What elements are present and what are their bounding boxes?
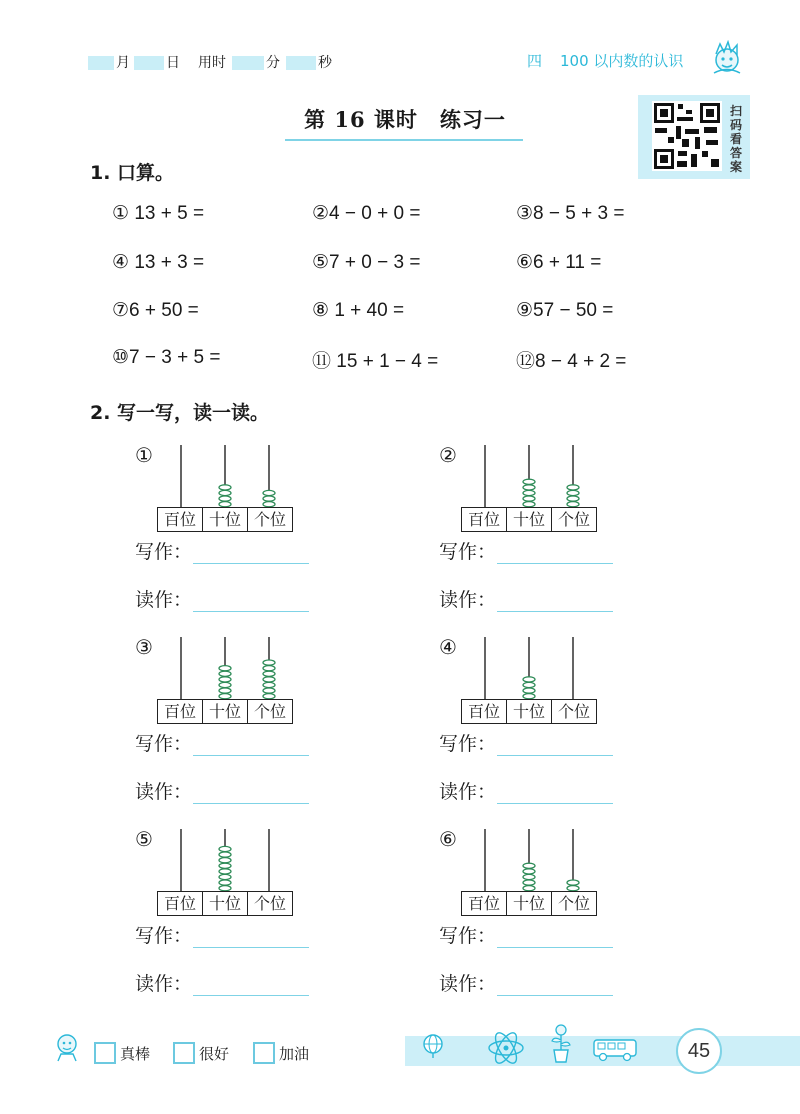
- abacus-number: ⑥: [439, 827, 457, 851]
- oral-calc-item: ④ 13 + 3 =: [112, 252, 205, 273]
- page-number: 45: [676, 1028, 722, 1074]
- bus-icon: [592, 1036, 638, 1064]
- lesson-title: 第 16 课时 练习一: [304, 107, 506, 132]
- abacus-number: ②: [439, 443, 457, 467]
- chapter-heading: [527, 50, 683, 71]
- abacus-bead: [523, 863, 535, 868]
- read-answer-line[interactable]: [193, 995, 309, 996]
- read-label: 读作：: [439, 589, 497, 611]
- abacus-bead: [263, 490, 275, 495]
- oral-calc-item: ⑫8 − 4 + 2 =: [516, 351, 627, 372]
- oral-calc-item: ②4 − 0 + 0 =: [312, 203, 421, 224]
- read-label: 读作：: [439, 781, 497, 803]
- abacus-bead: [523, 688, 535, 693]
- rating-checkbox-good[interactable]: [173, 1042, 195, 1064]
- oral-calc-item: ⑪ 15 + 1 − 4 =: [312, 351, 439, 372]
- place-value-cell: 十位: [507, 700, 552, 723]
- place-value-cell: 十位: [507, 508, 552, 531]
- chapter-title: 100 以内数的认识: [560, 52, 684, 70]
- abacus-bead: [263, 677, 275, 682]
- abacus-bead: [219, 880, 231, 885]
- minutes-blank: [232, 56, 264, 70]
- oral-calc-item: ① 13 + 5 =: [112, 203, 205, 224]
- abacus-bead: [219, 688, 231, 693]
- abacus-rods: [461, 827, 597, 893]
- abacus-bead: [523, 677, 535, 682]
- title-underline: [285, 139, 523, 141]
- place-value-cell: 十位: [203, 508, 248, 531]
- oral-calc-item: ⑤7 + 0 − 3 =: [312, 252, 421, 273]
- chapter-number: 四: [527, 52, 543, 70]
- abacus-exercise: [135, 827, 435, 1027]
- oral-calc-item: ⑦6 + 50 =: [112, 300, 199, 321]
- cartoon-boy-icon: [706, 40, 748, 78]
- abacus-exercise: [439, 827, 739, 1027]
- place-value-cell: 个位: [253, 894, 286, 913]
- abacus-bead: [523, 869, 535, 874]
- place-value-cell: 个位: [557, 510, 590, 529]
- place-value-cell: 个位: [557, 894, 590, 913]
- day-label: 日: [166, 55, 180, 71]
- read-answer-line[interactable]: [193, 803, 309, 804]
- place-value-table: [157, 699, 293, 724]
- abacus-number: ①: [135, 443, 153, 467]
- abacus-bead: [263, 660, 275, 665]
- place-value-table: [461, 699, 597, 724]
- abacus-rods: [461, 635, 597, 701]
- abacus-bead: [263, 688, 275, 693]
- write-answer-line[interactable]: [497, 947, 613, 948]
- write-answer-line[interactable]: [193, 755, 309, 756]
- place-value-table: [157, 891, 293, 916]
- rating-label-good: 很好: [199, 1045, 230, 1063]
- oral-calc-item: ③8 − 5 + 3 =: [516, 203, 625, 224]
- place-value-table: [461, 891, 597, 916]
- abacus-bead: [523, 874, 535, 879]
- write-label: 写作：: [439, 541, 497, 563]
- place-value-cell: 十位: [507, 892, 552, 915]
- abacus-number: ④: [439, 635, 457, 659]
- write-label: 写作：: [135, 925, 193, 947]
- read-answer-line[interactable]: [497, 995, 613, 996]
- abacus-bead: [263, 671, 275, 676]
- write-answer-line[interactable]: [497, 755, 613, 756]
- place-value-table: [461, 507, 597, 532]
- rating-checkbox-great[interactable]: [94, 1042, 116, 1064]
- oral-calc-item: ⑧ 1 + 40 =: [312, 300, 405, 321]
- month-blank: [88, 56, 114, 70]
- place-value-cell: 百位: [158, 508, 203, 531]
- read-label: 读作：: [439, 973, 497, 995]
- read-answer-line[interactable]: [497, 803, 613, 804]
- read-answer-line[interactable]: [193, 611, 309, 612]
- cartoon-kid-icon: [50, 1030, 84, 1064]
- write-label: 写作：: [135, 541, 193, 563]
- oral-calc-item: ⑥6 + 11 =: [516, 252, 602, 273]
- section-2-title: 2. 写一写，读一读。: [90, 402, 270, 424]
- place-value-cell: 百位: [462, 700, 507, 723]
- day-blank: [134, 56, 164, 70]
- rating-label-keep-going: 加油: [279, 1045, 310, 1063]
- abacus-number: ③: [135, 635, 153, 659]
- abacus-bead: [523, 880, 535, 885]
- seconds-label: 秒: [318, 55, 332, 71]
- rating-checkbox-keep-going[interactable]: [253, 1042, 275, 1064]
- atom-icon: [486, 1028, 526, 1068]
- globe-icon: [418, 1030, 448, 1060]
- place-value-cell: 百位: [462, 892, 507, 915]
- place-value-cell: 十位: [203, 892, 248, 915]
- abacus-rods: [461, 443, 597, 509]
- abacus-rods: [157, 827, 293, 893]
- section-1-title: 1. 口算。: [90, 162, 175, 184]
- abacus-bead: [219, 677, 231, 682]
- place-value-cell: 百位: [462, 508, 507, 531]
- abacus-bead: [219, 863, 231, 868]
- minutes-label: 分: [266, 55, 280, 71]
- scan-for-answers-label: 扫码看答案: [730, 104, 743, 174]
- seconds-blank: [286, 56, 316, 70]
- abacus-bead: [219, 485, 231, 490]
- abacus-bead: [263, 496, 275, 501]
- abacus-bead: [567, 880, 579, 885]
- abacus-rods: [157, 443, 293, 509]
- read-answer-line[interactable]: [497, 611, 613, 612]
- abacus-exercise: [135, 443, 435, 643]
- abacus-bead: [523, 485, 535, 490]
- abacus-exercise: [439, 443, 739, 643]
- abacus-bead: [523, 479, 535, 484]
- read-label: 读作：: [135, 589, 193, 611]
- abacus-bead: [219, 852, 231, 857]
- time-used-label: 用时: [198, 55, 226, 71]
- abacus-bead: [219, 490, 231, 495]
- abacus-bead: [219, 858, 231, 863]
- abacus-bead: [219, 666, 231, 671]
- abacus-bead: [567, 485, 579, 490]
- write-answer-line[interactable]: [497, 563, 613, 564]
- abacus-bead: [219, 846, 231, 851]
- abacus-exercise: [135, 635, 435, 835]
- abacus-bead: [219, 869, 231, 874]
- abacus-bead: [567, 496, 579, 501]
- potted-plant-icon: [546, 1022, 576, 1064]
- rating-label-great: 真棒: [120, 1045, 151, 1063]
- abacus-bead: [523, 682, 535, 687]
- abacus-bead: [219, 496, 231, 501]
- write-answer-line[interactable]: [193, 563, 309, 564]
- abacus-number: ⑤: [135, 827, 153, 851]
- abacus-exercise: [439, 635, 739, 835]
- abacus-bead: [523, 496, 535, 501]
- place-value-cell: 百位: [158, 892, 203, 915]
- oral-calc-item: ⑩7 − 3 + 5 =: [112, 347, 221, 368]
- oral-calc-item: ⑨57 − 50 =: [516, 300, 614, 321]
- write-label: 写作：: [439, 733, 497, 755]
- qr-code-icon[interactable]: [652, 101, 722, 171]
- abacus-bead: [219, 874, 231, 879]
- abacus-bead: [567, 490, 579, 495]
- place-value-cell: 十位: [203, 700, 248, 723]
- read-label: 读作：: [135, 781, 193, 803]
- place-value-cell: 个位: [557, 702, 590, 721]
- abacus-bead: [263, 666, 275, 671]
- abacus-bead: [219, 682, 231, 687]
- write-answer-line[interactable]: [193, 947, 309, 948]
- place-value-cell: 个位: [253, 510, 286, 529]
- abacus-bead: [263, 682, 275, 687]
- place-value-cell: 百位: [158, 700, 203, 723]
- place-value-cell: 个位: [253, 702, 286, 721]
- write-label: 写作：: [439, 925, 497, 947]
- abacus-rods: [157, 635, 293, 701]
- place-value-table: [157, 507, 293, 532]
- abacus-bead: [523, 490, 535, 495]
- month-label: 月: [116, 55, 130, 71]
- read-label: 读作：: [135, 973, 193, 995]
- write-label: 写作：: [135, 733, 193, 755]
- abacus-bead: [219, 671, 231, 676]
